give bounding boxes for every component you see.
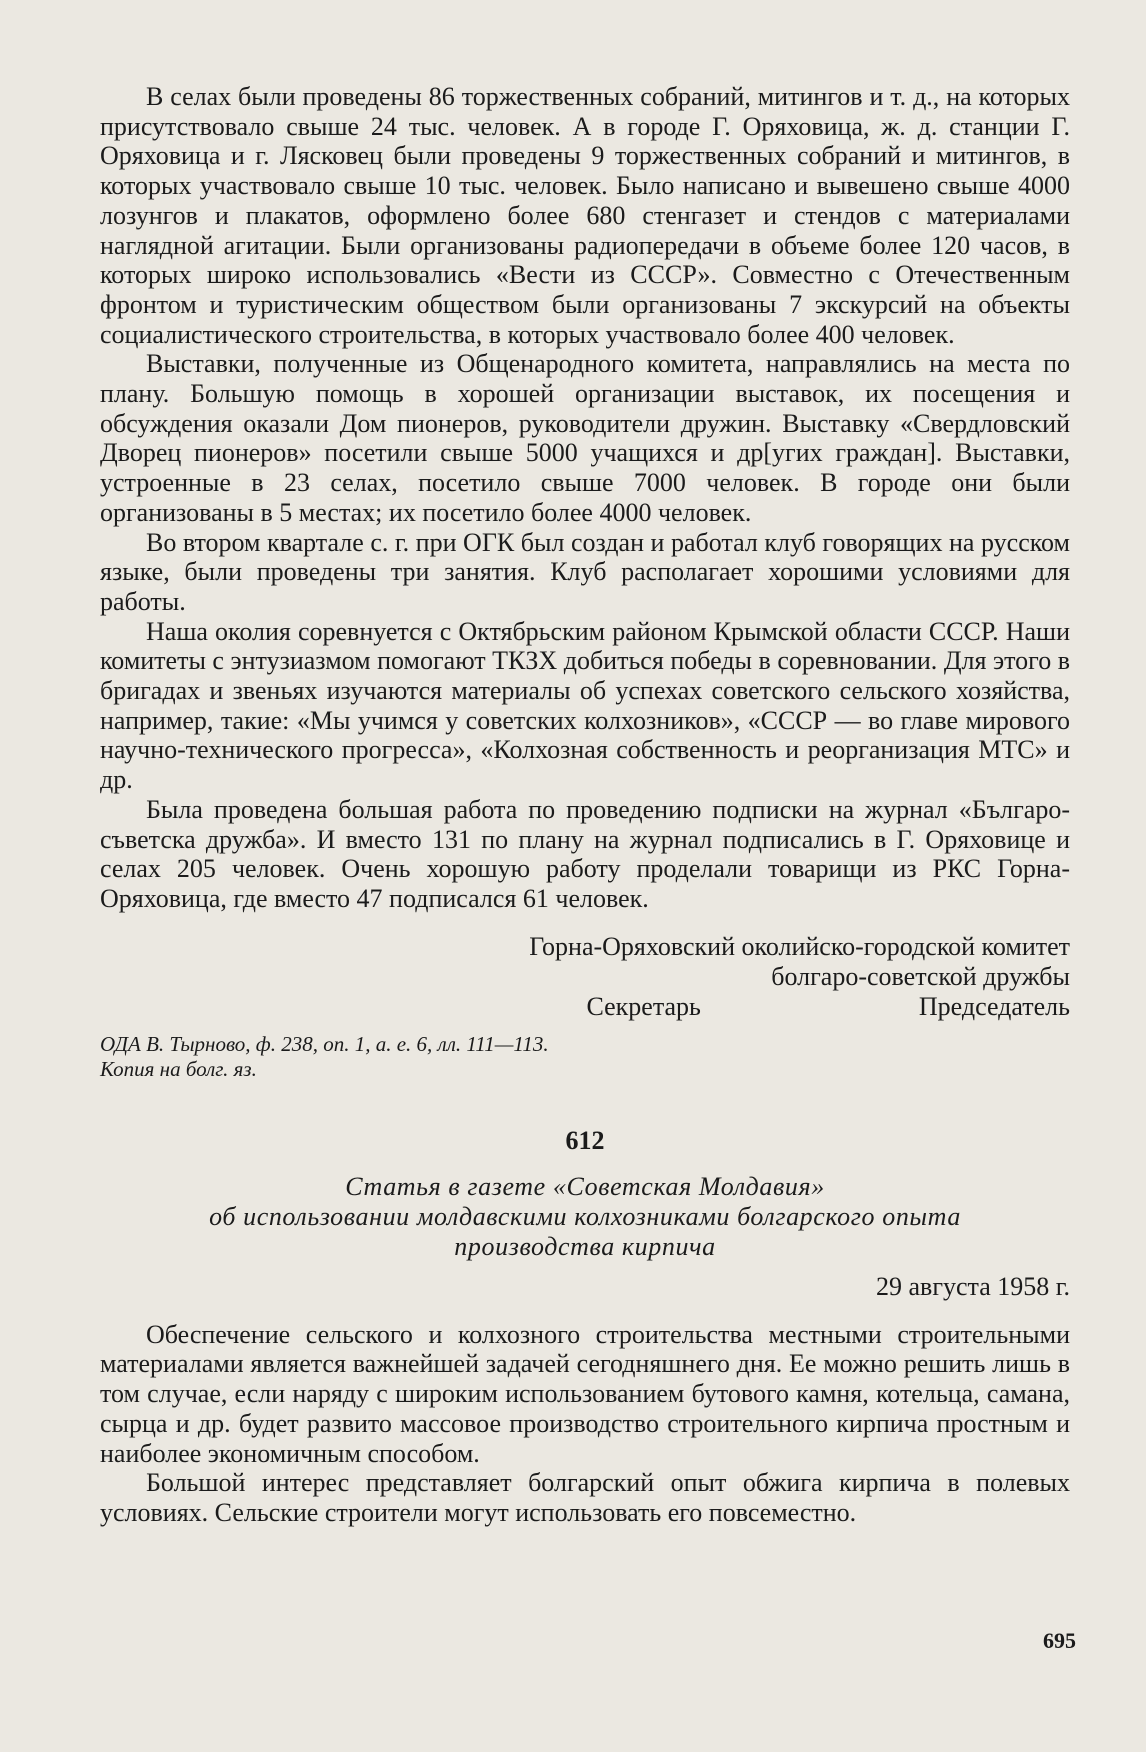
paragraph-5: Была проведена большая работа по проведению подписки на журнал «Българо-съветска дружба». И вместо 131 по плану на журнал подписались в Г. Оряховице и селах 205 человек. Очень хорошую работу проделали товарищи из РКС Горна-Оряховица, где вместо 47 подписался 61 человек. bbox=[100, 794, 1070, 913]
signature-org-line1: Горна-Оряховский околийско-городской комитет bbox=[529, 931, 1070, 961]
document-title-line1: Статья в газете «Советская Молдавия» bbox=[345, 1171, 825, 1201]
document-body bbox=[100, 1320, 1070, 1528]
archive-reference: ОДА В. Тырново, ф. 238, оп. 1, а. е. 6, лл. 111—113. bbox=[100, 1031, 549, 1056]
document-title bbox=[100, 1172, 1070, 1262]
document-number: 612 bbox=[565, 1125, 605, 1155]
document-title-line3: производства кирпича bbox=[454, 1231, 716, 1261]
signature-organization bbox=[100, 932, 1070, 992]
paragraph-1: В селах были проведены 86 торжественных собраний, митингов и т. д., на которых присутствовало свыше 24 тыс. человек. А в городе Г. Оряховица, ж. д. станции Г. Оряховица и г. Лясковец были проведены 9 торжественных собраний и митингов, в которых участвовало свыше 10 тыс. человек. Было написано и вывешено свыше 4000 лозунгов и плакатов, оформлено более 680 стенгазет и стендов с материалами наглядной агитации. Были организованы радиопередачи в объеме более 120 часов, в которых широко использовались «Вести из СССР». Совместно с Отечественным фронтом и туристическим обществом были организованы 7 экскурсий на объекты социалистического строительства, в которых участвовало более 400 человек. bbox=[100, 82, 1070, 349]
signature-roles bbox=[100, 992, 1070, 1022]
page-number: 695 bbox=[1043, 1628, 1076, 1653]
signature-chairman: Председатель bbox=[918, 991, 1070, 1021]
document-paragraph-2: Большой интерес представляет болгарский опыт обжига кирпича в полевых условиях. Сельские строители могут использовать его повсеместно. bbox=[100, 1468, 1070, 1527]
copy-note: Копия на болг. яз. bbox=[100, 1056, 257, 1081]
document-paragraph-1: Обеспечение сельского и колхозного строительства местными строительными материалами является важнейшей задачей сегодняшнего дня. Ее можно решить лишь в том случае, если наряду с широким использованием бутового камня, котельца, самана, сырца и др. будет развито массовое производство строительного кирпича простным и наиболее экономичным способом. bbox=[100, 1319, 1070, 1468]
paragraph-2: Выставки, полученные из Общенародного комитета, направлялись на места по плану. Большую помощь в хорошей организации выставок, их посещения и обсуждения оказали Дом пионеров, руководители дружин. Выставку «Свердловский Дворец пионеров» посетили свыше 5000 учащихся и др[угих граждан]. Выставки, устроенные в 23 селах, посетило свыше 7000 человек. В городе они были организованы в 5 местах; их посетило более 4000 человек. bbox=[100, 349, 1070, 527]
text-column bbox=[100, 82, 1070, 1528]
signature-secretary: Секретарь bbox=[586, 991, 701, 1021]
paragraph-3: Во втором квартале с. г. при ОГК был создан и работал клуб говорящих на русском языке, были проведены три занятия. Клуб располагает хорошими условиями для работы. bbox=[100, 527, 1070, 616]
signature-org-line2: болгаро-советской дружбы bbox=[771, 961, 1070, 991]
document-date: 29 августа 1958 г. bbox=[876, 1271, 1070, 1301]
paragraph-4: Наша околия соревнуется с Октябрьским районом Крымской области СССР. Наши комитеты с энтузиазмом помогают ТКЗХ добиться победы в соревновании. Для этого в бригадах и звеньях изучаются материалы об успехах советского сельского хозяйства, например, такие: «Мы учимся у советских колхозников», «СССР — во главе мирового научно-технического прогресса», «Колхозная собственность и реорганизация МТС» и др. bbox=[100, 616, 1070, 795]
document-title-line2: об использовании молдавскими колхозниками болгарского опыта bbox=[209, 1201, 961, 1231]
archive-source bbox=[100, 1032, 1070, 1082]
